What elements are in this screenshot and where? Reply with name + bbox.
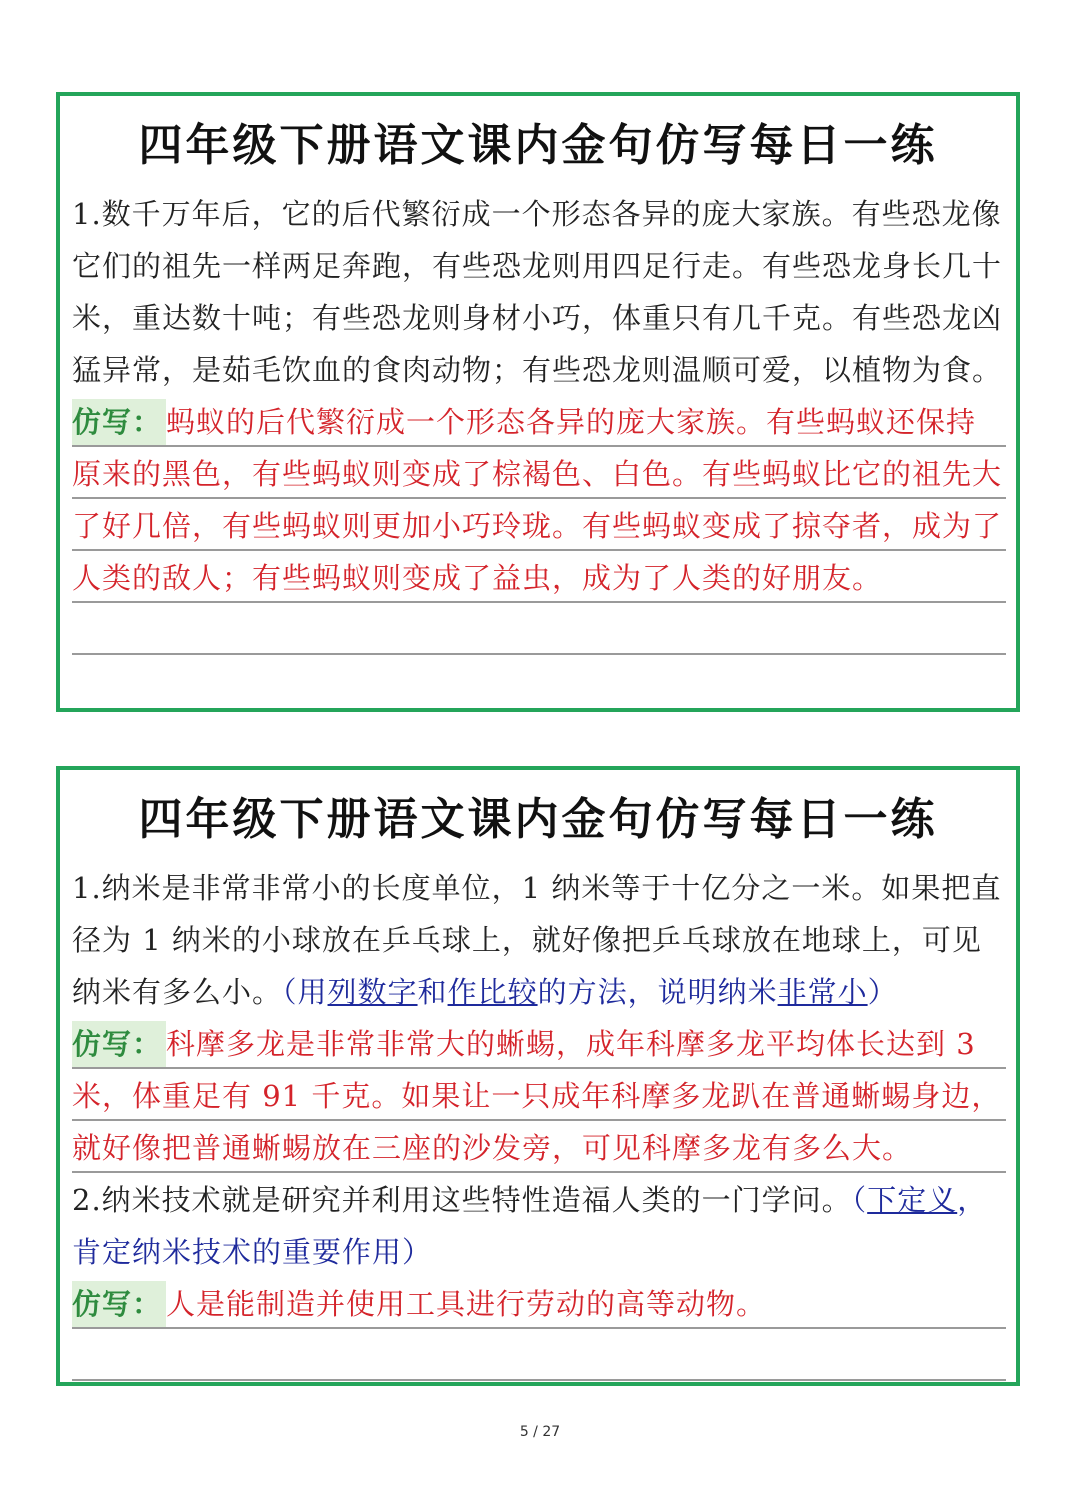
imitation-answer-2 — [72, 1278, 1006, 1330]
imitation-label: 仿写： — [72, 1281, 166, 1327]
blank-writing-line — [72, 604, 1006, 656]
original-sentence-1 — [72, 862, 1006, 1018]
note-mid: 的方法，说明纳米 — [537, 975, 778, 1009]
note-open: （用 — [282, 975, 328, 1009]
exercise-card-2 — [56, 766, 1020, 1386]
card-title: 四年级下册语文课内金句仿写每日一练 — [138, 794, 938, 845]
note-rest: ，肯定纳米技术的重要作用） — [72, 1183, 988, 1269]
original-sentence: 1.数千万年后，它的后代繁衍成一个形态各异的庞大家族。有些恐龙像它们的祖先一样两足奔跑，有些恐龙则用四足行走。有些恐龙身长几十米，重达数十吨；有些恐龙则身材小巧，体重只有几千克。有些恐龙凶猛异常，是茹毛饮血的食肉动物；有些恐龙则温顺可爱，以植物为食。 — [72, 197, 1003, 387]
note-open: （ — [851, 1183, 868, 1217]
note-close: ） — [867, 975, 898, 1009]
imitation-label: 仿写： — [72, 1021, 166, 1067]
imitation-answer-1 — [72, 1018, 1006, 1174]
imitation-text: 蚂蚁的后代繁衍成一个形态各异的庞大家族。有些蚂蚁还保持原来的黑色，有些蚂蚁则变成了棕褐色、白色。有些蚂蚁比它的祖先大了好几倍，有些蚂蚁则更加小巧玲珑。有些蚂蚁变成了掠夺者，成为了人类的敌人；有些蚂蚁则变成了益虫，成为了人类的好朋友。 — [72, 405, 1003, 595]
imitation-text: 科摩多龙是非常非常大的蜥蜴，成年科摩多龙平均体长达到 3 米，体重足有 91 千克。如果让一只成年科摩多龙趴在普通蜥蜴身边，就好像把普通蜥蜴放在三座的沙发旁，可见科摩多龙有多么大。 — [72, 1027, 1002, 1165]
blank-writing-line — [72, 1330, 1006, 1382]
sentence-1-note — [282, 975, 898, 1009]
imitation-label: 仿写： — [72, 399, 166, 445]
original-sentence-2 — [72, 1174, 1006, 1278]
exercise-card-1 — [56, 92, 1020, 712]
sentence-2-text: 2.纳米技术就是研究并利用这些特性造福人类的一门学问。 — [72, 1183, 852, 1217]
card-title: 四年级下册语文课内金句仿写每日一练 — [138, 120, 938, 171]
note-and: 和 — [417, 975, 448, 1009]
imitation-answer — [72, 396, 1006, 604]
note-keyword-very-small: 非常小 — [777, 975, 868, 1009]
imitation-text: 人是能制造并使用工具进行劳动的高等动物。 — [166, 1287, 767, 1321]
note-keyword-list-numbers: 列数字 — [327, 975, 418, 1009]
page-indicator: 5 / 27 — [519, 1424, 561, 1440]
note-keyword-comparison: 作比较 — [447, 975, 538, 1009]
sentence-1-text: 1.纳米是非常非常小的长度单位，1 纳米等于十亿分之一米。如果把直径为 1 纳米的小球放在乒乓球上，就好像把乒乓球放在地球上，可见纳米有多么小。 — [72, 871, 1002, 1009]
note-keyword-definition: 下定义 — [867, 1183, 958, 1217]
